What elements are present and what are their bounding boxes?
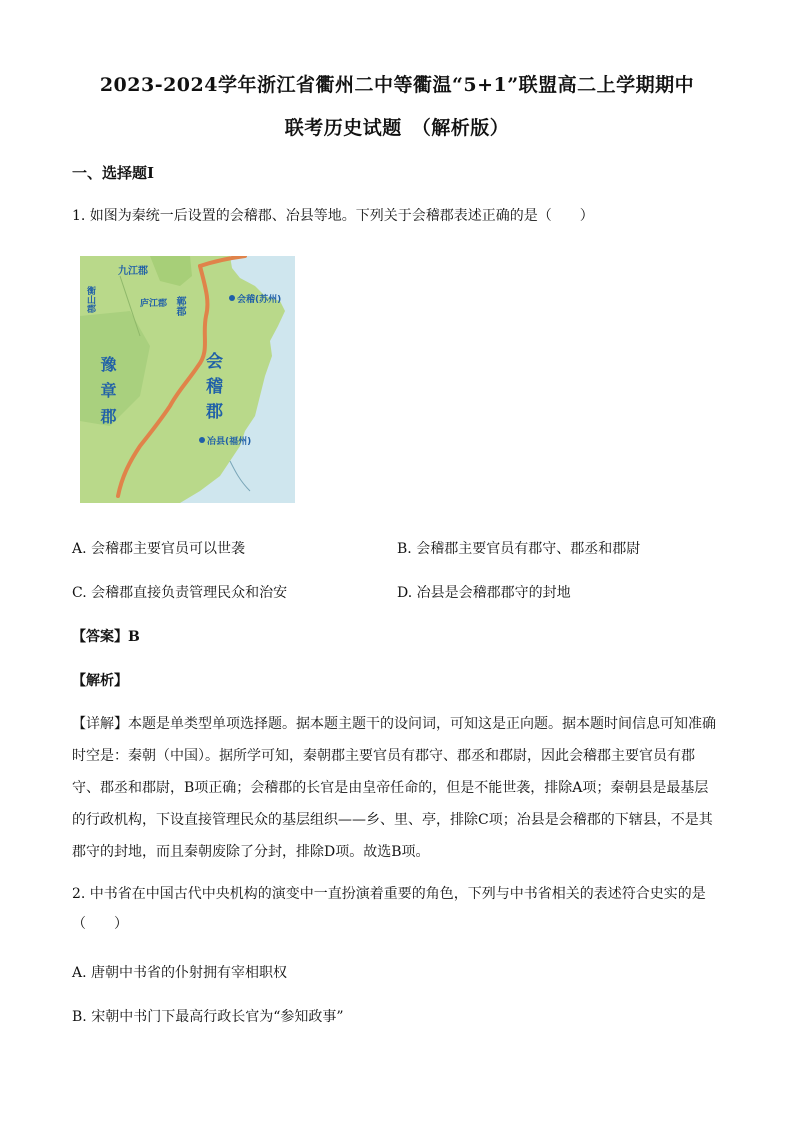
- ye-city-marker: [199, 437, 205, 443]
- label-kuaiji: 会稽郡: [202, 352, 222, 427]
- q1-detail-line1: 【详解】本题是单类型单项选择题。据本题主题干的设问词，可知这是正向题。据本题时间信息可知准确: [72, 716, 716, 732]
- label-lujiang: 庐江郡: [140, 299, 168, 309]
- label-yuzhang: 豫章郡: [98, 356, 117, 434]
- q1-option-d: D. 冶县是会稽郡郡守的封地: [397, 585, 571, 601]
- q1-option-a: A. 会稽郡主要官员可以世袭: [72, 541, 246, 557]
- label-kuaiji-city: 会稽(苏州): [237, 295, 282, 305]
- q1-detail-line3: 守、郡丞和郡尉，B项正确；会稽郡的长官是由皇帝任命的，但是不能世袭，排除A项；秦朝县是最基层: [72, 780, 709, 796]
- document-title-line2: 联考历史试题 （解析版）: [284, 117, 510, 139]
- q1-detail-line5: 郡守的封地，而且秦朝废除了分封，排除D项。故选B项。: [72, 844, 430, 860]
- kuaiji-city-marker: [229, 295, 235, 301]
- q2-option-a: A. 唐朝中书省的仆射拥有宰相职权: [72, 965, 288, 981]
- document-title-line1: 2023-2024学年浙江省衢州二中等衢温“5+1”联盟高二上学期期中: [99, 74, 695, 96]
- q1-map-image: [80, 256, 295, 503]
- q1-option-c: C. 会稽郡直接负责管理民众和治安: [72, 585, 288, 601]
- q2-stem-line1: 2. 中书省在中国古代中央机构的演变中一直扮演着重要的角色，下列与中书省相关的表述符合史实的是: [72, 886, 706, 902]
- q1-analysis-label: 【解析】: [72, 673, 128, 689]
- label-zhang: 鄣郡: [174, 296, 185, 316]
- q1-detail-line4: 的行政机构，下设直接管理民众的基层组织——乡、里、亭，排除C项；冶县是会稽郡的下辖县，不是其: [72, 812, 713, 828]
- q1-answer: 【答案】B: [72, 629, 140, 645]
- q1-detail-line2: 时空是：秦朝（中国）。据所学可知，秦朝郡主要官员有郡守、郡丞和郡尉，因此会稽郡主要官员有郡: [72, 748, 695, 764]
- section-heading: 一、选择题Ⅰ: [72, 164, 155, 182]
- label-jiujiang: 九江郡: [118, 266, 148, 277]
- q2-stem-line2: （ ）: [72, 916, 128, 932]
- q1-stem: 1. 如图为秦统一后设置的会稽郡、冶县等地。下列关于会稽郡表述正确的是（ ）: [72, 208, 594, 224]
- q1-option-b: B. 会稽郡主要官员有郡守、郡丞和郡尉: [397, 541, 641, 557]
- label-hengshan: 衡山郡: [85, 286, 95, 313]
- q2-option-b: B. 宋朝中书门下最高行政长官为“参知政事”: [72, 1009, 344, 1025]
- label-ye-city: 冶县(福州): [207, 437, 252, 447]
